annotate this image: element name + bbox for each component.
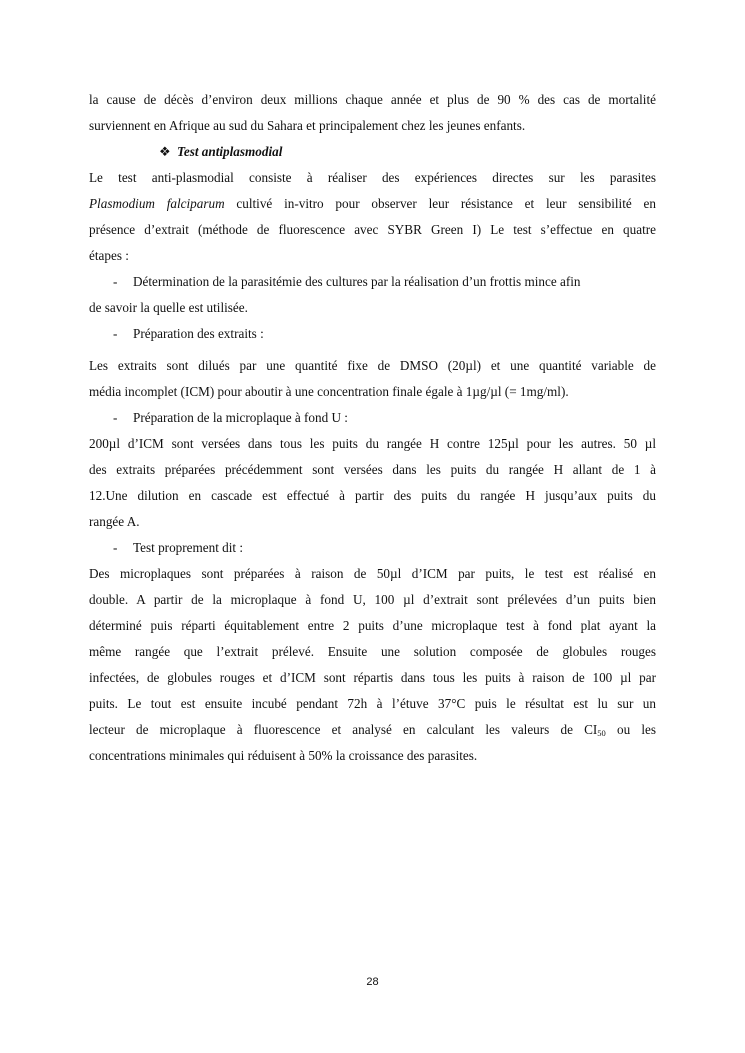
paragraph-line: des extraits préparées précédemment sont versées dans les puits du rangée H allant de 1 à <box>89 462 656 477</box>
section-heading <box>89 139 656 165</box>
paragraph-line: Des microplaques sont préparées à raison de 50µl d’ICM par puits, le test est réalisé en <box>89 566 656 581</box>
list-bullet: - <box>113 274 118 289</box>
diamond-bullet-icon: ❖ <box>159 144 171 159</box>
paragraph-line: Les extraits sont dilués par une quantité fixe de DMSO (20µl) et une quantité variable de <box>89 358 656 373</box>
list-item-text: Test proprement dit : <box>133 540 244 555</box>
list-bullet: - <box>113 540 118 555</box>
list-item <box>89 535 656 561</box>
paragraph-line <box>89 717 656 743</box>
paragraph-line: 200µl d’ICM sont versées dans tous les puits du rangée H contre 125µl pour les autres. 50 µl <box>89 436 656 451</box>
paragraph-line: déterminé puis réparti équitablement entre 2 puits d’une microplaque test à fond plat ayant la <box>89 618 656 633</box>
paragraph-line: 12.Une dilution en cascade est effectué à partir des puits du rangée H jusqu’aux puits du <box>89 488 656 503</box>
paragraph-line: rangée A. <box>89 514 140 529</box>
paragraph-line: infectées, de globules rouges et d’ICM sont répartis dans tous les puits à raison de 100 µl par <box>89 670 656 685</box>
paragraph-line: présence d’extrait (méthode de fluorescence avec SYBR Green I) Le test s’effectue en quatre <box>89 222 656 237</box>
paragraph-line: média incomplet (ICM) pour aboutir à une concentration finale égale à 1µg/µl (= 1mg/ml). <box>89 384 569 399</box>
paragraph-text: lecteur de microplaque à fluorescence et analysé en calculant les valeurs de CI <box>89 722 598 737</box>
paragraph-line: même rangée que l’extrait prélevé. Ensuite une solution composée de globules rouges <box>89 644 656 659</box>
page-content <box>89 87 656 769</box>
list-bullet: - <box>113 410 118 425</box>
page-number: 28 <box>366 976 379 988</box>
paragraph-line: concentrations minimales qui réduisent à 50% la croissance des parasites. <box>89 748 478 763</box>
paragraph-text: cultivé in-vitro pour observer leur résistance et leur sensibilité en <box>224 196 656 211</box>
paragraph-line: la cause de décès d’environ deux millions chaque année et plus de 90 % des cas de mortalité <box>89 92 656 107</box>
list-item-text: Préparation de la microplaque à fond U : <box>133 410 348 425</box>
list-bullet: - <box>113 326 118 341</box>
paragraph-line: puits. Le tout est ensuite incubé pendant 72h à l’étuve 37°C puis le résultat est lu sur un <box>89 696 656 711</box>
paragraph-line: surviennent en Afrique au sud du Sahara et principalement chez les jeunes enfants. <box>89 118 526 133</box>
list-item <box>89 321 656 347</box>
paragraph-line: étapes : <box>89 248 129 263</box>
subscript: 50 <box>597 728 606 738</box>
list-item <box>89 405 656 431</box>
list-item-text: Détermination de la parasitémie des cultures par la réalisation d’un frottis mince afin <box>133 274 581 289</box>
section-heading-text: Test antiplasmodial <box>177 144 283 159</box>
species-name: Plasmodium falciparum <box>89 196 225 211</box>
paragraph-line <box>89 191 656 217</box>
list-item <box>89 269 656 295</box>
paragraph-text: ou les <box>605 722 656 737</box>
list-item-continuation: de savoir la quelle est utilisée. <box>89 300 248 315</box>
paragraph-line: Le test anti-plasmodial consiste à réaliser des expériences directes sur les parasites <box>89 170 656 185</box>
list-item-text: Préparation des extraits : <box>133 326 264 341</box>
paragraph-line: double. A partir de la microplaque à fond U, 100 µl d’extrait sont prélevées d’un puits bien <box>89 592 656 607</box>
